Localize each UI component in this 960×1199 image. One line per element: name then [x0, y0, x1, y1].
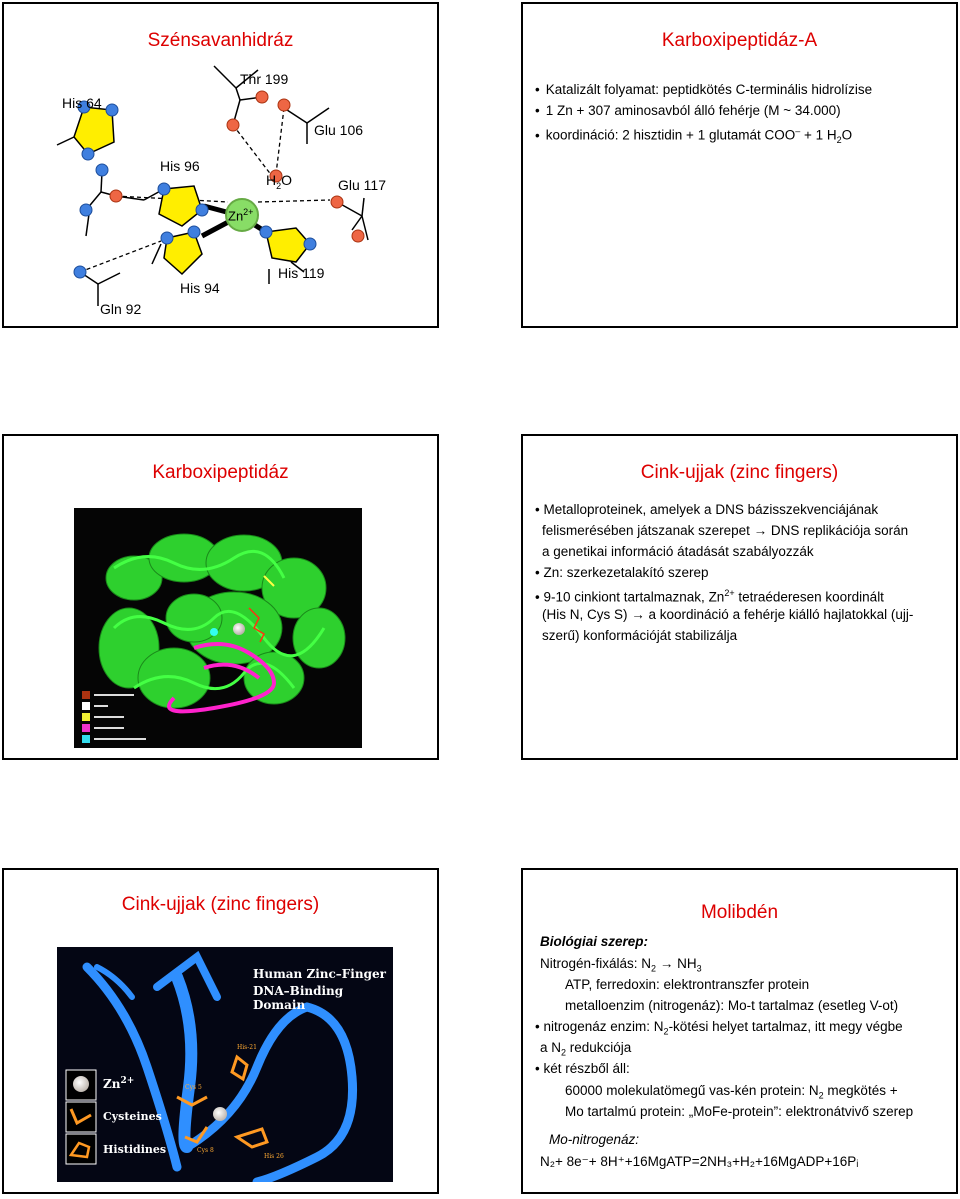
- image-title-1: Human Zinc–Finger: [253, 967, 386, 981]
- zf-line-1: • Metalloproteinek, amelyek a DNS bázisszekvenciájának: [535, 502, 879, 517]
- image-title-2: DNA–Binding Domain: [253, 984, 344, 1012]
- mo-line-3: metalloenzim (nitrogenáz): Mo-t tartalmaz (esetleg V-ot): [565, 998, 899, 1013]
- heading-mo-nitrogenase: Mo-nitrogenáz:: [549, 1132, 640, 1147]
- nitrogenase-equation: N₂+ 8e⁻+ 8H⁺+16MgATP=2NH₃+H₂+16MgADP+16Pᵢ: [540, 1154, 859, 1169]
- label-h2o: $H_2O$: [266, 172, 293, 191]
- mo-line-2: ATP, ferredoxin: elektrontranszfer protein: [565, 977, 810, 992]
- legend-zn: $Zn^{2+}$: [103, 1076, 135, 1091]
- slide-zinc-fingers-text: [521, 434, 958, 760]
- slide-title: Karboxipeptidáz: [152, 462, 289, 483]
- slide-title: Molibdén: [700, 902, 779, 923]
- mo-line-6: • két részből áll:: [535, 1061, 630, 1076]
- label-his64: His 64: [62, 95, 102, 111]
- label-thr199: Thr 199: [240, 71, 289, 87]
- zf-line-5: • 9-10 cinkiont tartalmaznak, $Zn^{2+}$ tetraéderesen koordinált: [535, 588, 884, 605]
- label-cys8: Cys 8: [197, 1147, 214, 1154]
- mo-line-7: 60000 molekulatömegű vas-kén protein: $N_2$ megkötés +: [565, 1083, 898, 1101]
- slide-molybdenum: [521, 868, 958, 1194]
- mo-line-8: Mo tartalmú protein: „MoFe-protein”: elektronátvivő szerep: [565, 1104, 914, 1119]
- slide-title: Karboxipeptidáz-A: [661, 30, 818, 51]
- slide-carbonic-anhydrase: [2, 2, 439, 328]
- legend-histidines: Histidines: [103, 1143, 167, 1156]
- bullet-3: • koordináció: 2 hisztidin + 1 glutamát COO– + 1 $H_2O$: [535, 121, 852, 151]
- zf-line-3: a genetikai információ átadását szabályozzák: [542, 544, 814, 559]
- protein-structure-image: [74, 508, 362, 748]
- slide-carboxypeptidase-a: [521, 2, 958, 328]
- bullet-2: • 1 Zn + 307 aminosavból álló fehérje (M ~ 34.000): [535, 100, 841, 121]
- zf-line-4: • Zn: szerkezetalakító szerep: [535, 565, 709, 580]
- bullet-1: • Katalizált folyamat: peptidkötés C-terminális hidrolízise: [535, 79, 872, 100]
- label-glu117: Glu 117: [338, 177, 386, 193]
- label-zn: $Zn^{2+}$: [228, 207, 254, 224]
- label-his94: His 94: [180, 280, 220, 296]
- mo-line-1: Nitrogén-fixálás: $N_2 \to NH_3$: [540, 956, 702, 974]
- active-site-diagram: [4, 4, 437, 326]
- slide-zinc-fingers-image: [2, 868, 439, 1194]
- label-cys5: Cys 5: [185, 1084, 202, 1091]
- label-glu106: Glu 106: [314, 122, 364, 138]
- heading-biological-role: Biológiai szerep:: [540, 934, 649, 949]
- zf-line-6: (His N, Cys S) → a koordináció a fehérje kiálló hajlatokkal (ujj-: [542, 607, 914, 622]
- label-his96: His 96: [160, 158, 200, 174]
- zinc-finger-image: [57, 947, 393, 1182]
- slide-carboxypeptidase: [2, 434, 439, 760]
- label-his21: His-21: [237, 1044, 257, 1051]
- mo-line-4: • nitrogenáz enzim: $N_2$-kötési helyet tartalmaz, itt megy végbe: [535, 1019, 903, 1037]
- slide-title: Szénsavanhidráz: [147, 30, 294, 51]
- legend-cysteines: Cysteines: [103, 1110, 162, 1123]
- label-gln92: Gln 92: [100, 301, 142, 317]
- label-his26: His 26: [264, 1153, 284, 1160]
- zf-line-7: szerű) konformációját stabilizálja: [542, 628, 738, 643]
- slide-title: Cink-ujjak (zinc fingers): [121, 894, 320, 915]
- mo-line-5: a $N_2$ redukciója: [540, 1040, 632, 1058]
- zf-line-2: felismerésében játszanak szerepet → DNS replikációja során: [542, 523, 909, 538]
- slide-title: Cink-ujjak (zinc fingers): [640, 462, 839, 483]
- label-his119: His 119: [278, 265, 325, 281]
